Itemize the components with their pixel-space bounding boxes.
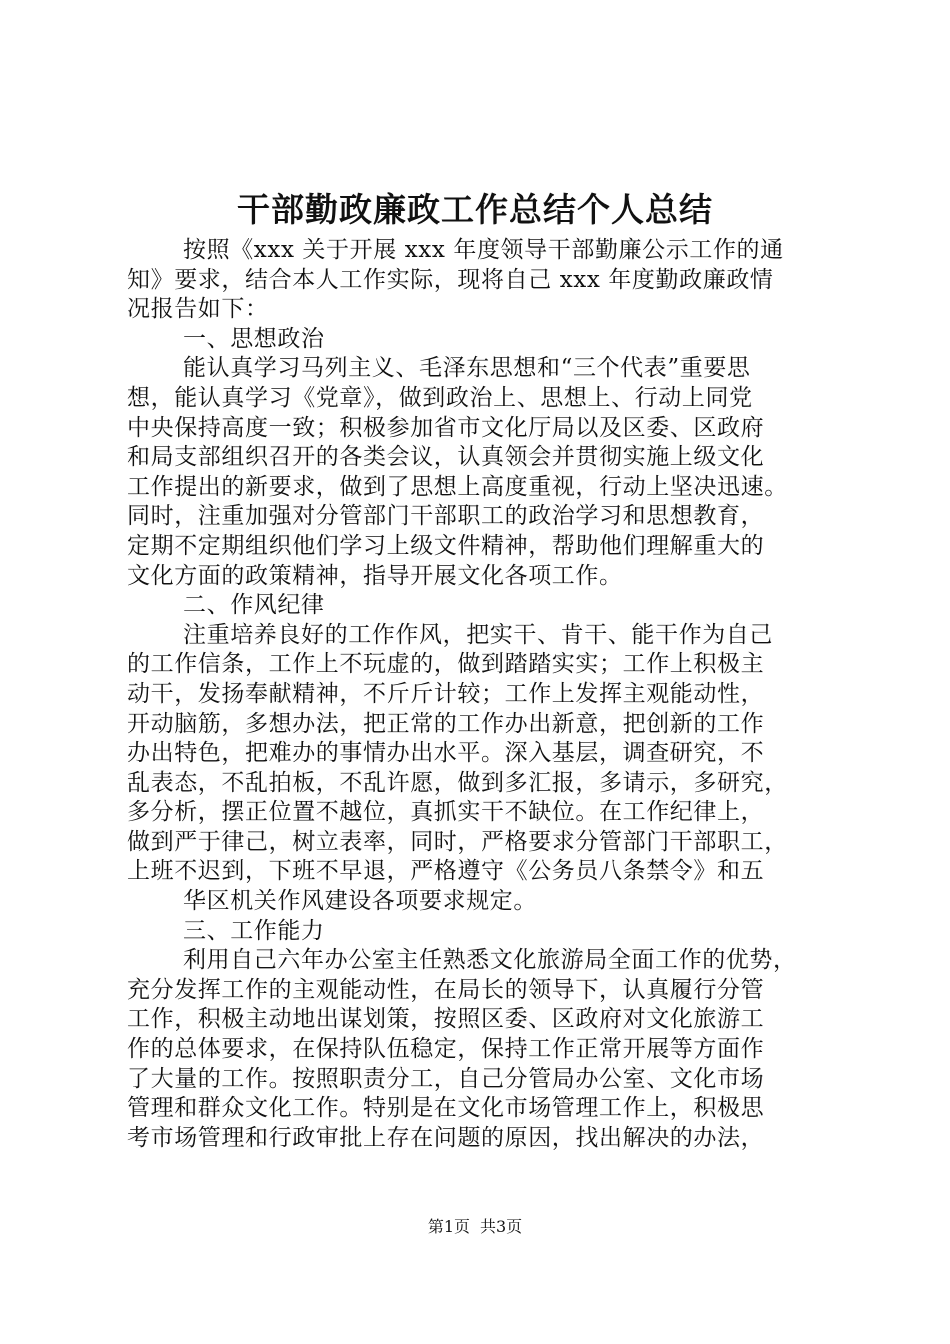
- document-title: 干部勤政廉政工作总结个人总结: [237, 190, 713, 229]
- page-number: 第1页: [427, 1217, 470, 1236]
- text-line: 乱表态，不乱拍板，不乱许愿，做到多汇报，多请示，多研究，: [127, 769, 788, 796]
- text-line: 做到严于律己，树立表率，同时，严格要求分管部门干部职工，: [127, 828, 788, 855]
- text-line: 了大量的工作。按照职责分工，自己分管局办公室、文化市场: [127, 1065, 765, 1092]
- text-line: 开动脑筋，多想办法，把正常的工作办出新意，把创新的工作: [127, 710, 765, 737]
- text-line: 华区机关作风建设各项要求规定。: [183, 888, 537, 915]
- text-line: 中央保持高度一致；积极参加省市文化厅局以及区委、区政府: [127, 414, 765, 441]
- text-line: 知》要求，结合本人工作实际，现将自己 xxx 年度勤政廉政情: [127, 266, 774, 293]
- text-line: 况报告如下：: [127, 296, 269, 323]
- text-line: 充分发挥工作的主观能动性，在局长的领导下，认真履行分管: [127, 976, 765, 1003]
- text-line: 作的总体要求，在保持队伍稳定，保持工作正常开展等方面作: [127, 1036, 765, 1063]
- page-footer: [0, 1216, 950, 1238]
- page-total: 共3页: [480, 1217, 523, 1236]
- text-line: 三、工作能力: [183, 917, 325, 944]
- text-line: 和局支部组织召开的各类会议，认真领会并贯彻实施上级文化: [127, 444, 765, 471]
- document-body: [127, 236, 835, 1153]
- text-line: 管理和群众文化工作。特别是在文化市场管理工作上，积极思: [127, 1095, 765, 1122]
- text-line: 工作提出的新要求，做到了思想上高度重视，行动上坚决迅速。: [127, 473, 788, 500]
- text-line: 一、思想政治: [183, 325, 325, 352]
- text-line: 多分析，摆正位置不越位，真抓实干不缺位。在工作纪律上，: [127, 799, 765, 826]
- text-line: 注重培养良好的工作作风，把实干、肯干、能干作为自己: [183, 621, 773, 648]
- text-line: 动干，发扬奉献精神，不斤斤计较；工作上发挥主观能动性，: [127, 680, 765, 707]
- text-line: 上班不迟到，下班不早退，严格遵守《公务员八条禁令》和五: [127, 858, 765, 885]
- text-line: 二、作风纪律: [183, 592, 325, 619]
- text-line: 想，能认真学习《党章》，做到政治上、思想上、行动上同党: [127, 384, 753, 411]
- text-line: 同时，注重加强对分管部门干部职工的政治学习和思想教育，: [127, 503, 765, 530]
- text-line: 文化方面的政策精神，指导开展文化各项工作。: [127, 562, 623, 589]
- text-line: 定期不定期组织他们学习上级文件精神，帮助他们理解重大的: [127, 532, 765, 559]
- text-line: 按照《xxx 关于开展 xxx 年度领导干部勤廉公示工作的通: [183, 237, 784, 263]
- text-line: 办出特色，把难办的事情办出水平。深入基层，调查研究，不: [127, 740, 765, 767]
- text-line: 的工作信条，工作上不玩虚的，做到踏踏实实；工作上积极主: [127, 651, 765, 678]
- text-line: 利用自己六年办公室主任熟悉文化旅游局全面工作的优势，: [183, 947, 797, 974]
- text-line: 考市场管理和行政审批上存在问题的原因，找出解决的办法，: [127, 1124, 765, 1151]
- text-line: 工作，积极主动地出谋划策，按照区委、区政府对文化旅游工: [127, 1006, 765, 1033]
- text-line: 能认真学习马列主义、毛泽东思想和“三个代表”重要思: [183, 355, 751, 382]
